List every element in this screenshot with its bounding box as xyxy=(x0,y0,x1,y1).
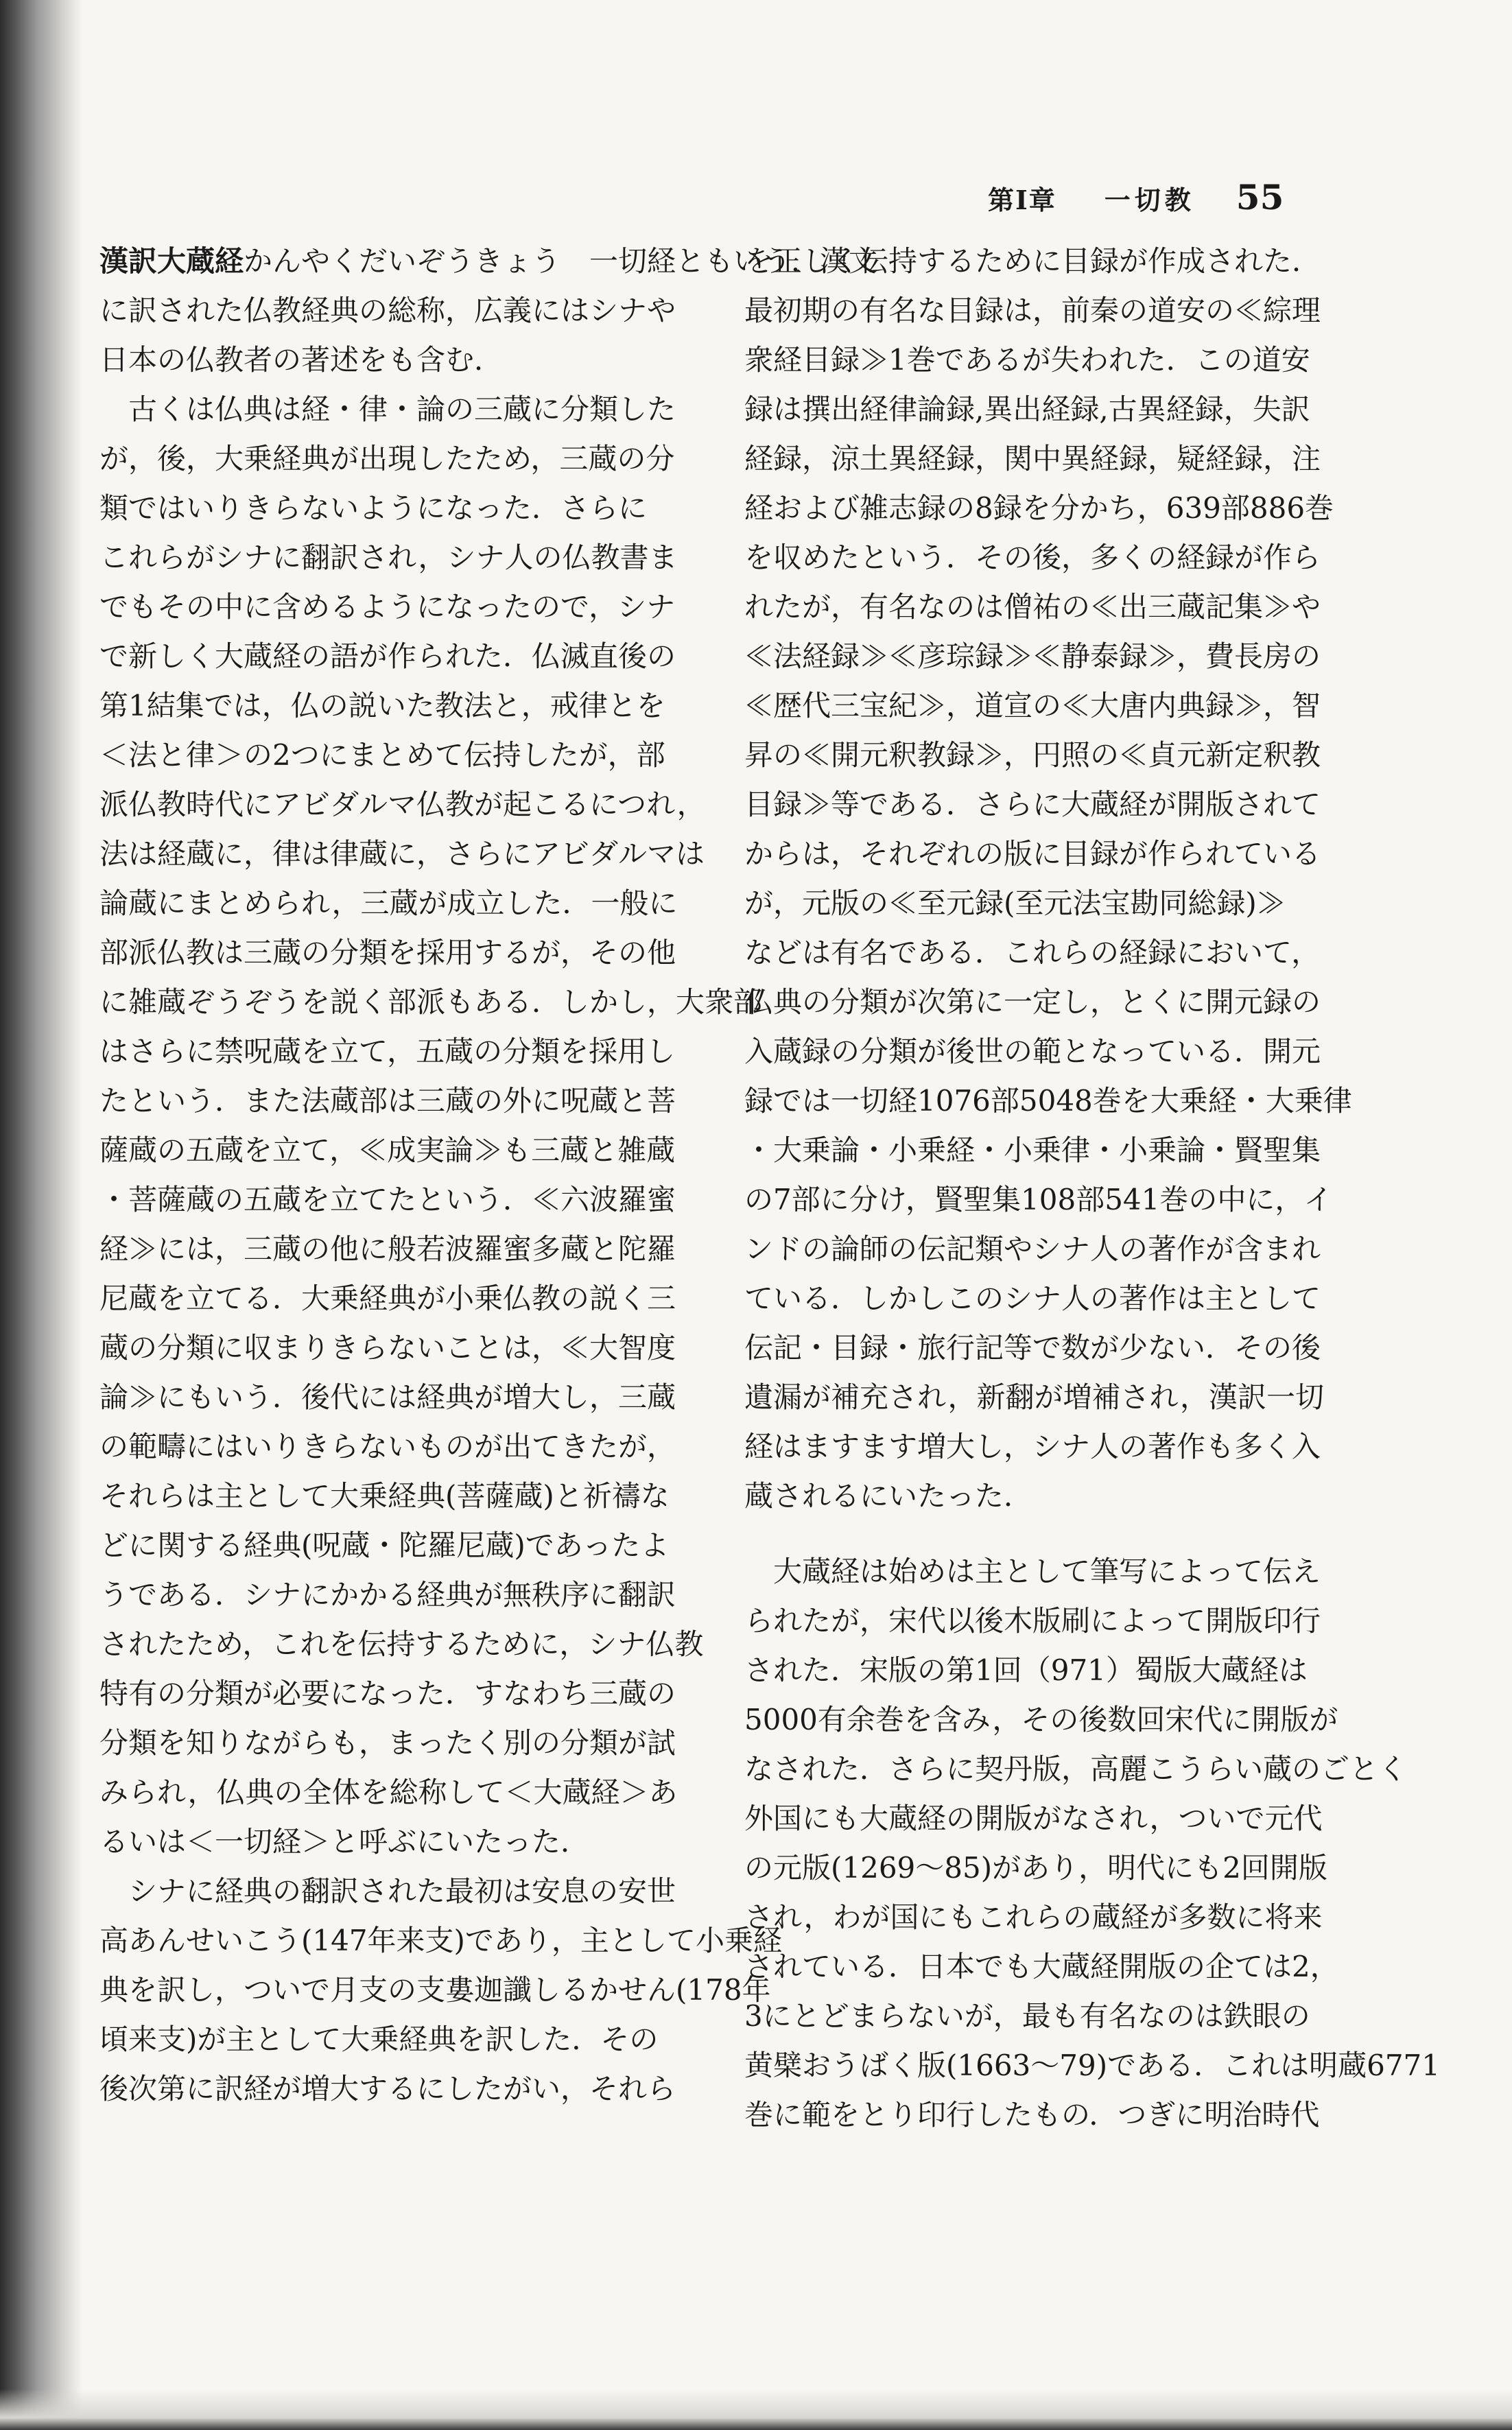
text-line: 漢訳大蔵経かんやくだいぞうきょう 一切経ともいう．漢文 xyxy=(99,244,878,278)
text-line: 仏典の分類が次第に一定し，とくに開元録の xyxy=(744,985,1321,1019)
text-line: 論蔵にまとめられ，三蔵が成立した．一般に xyxy=(99,886,678,920)
text-line: 法は経蔵に，律は律蔵に，さらにアビダルマは xyxy=(99,837,705,871)
text-line: 昇の≪開元釈教録≫，円照の≪貞元新定釈教 xyxy=(744,738,1321,772)
text-line: 入蔵録の分類が後世の範となっている．開元 xyxy=(744,1035,1321,1068)
text-line: 最初期の有名な目録は，前秦の道安の≪綜理 xyxy=(744,294,1321,327)
text-line: の範疇にはいりきらないものが出てきたが， xyxy=(99,1430,676,1463)
text-line: ている．しかしこのシナ人の著作は主として xyxy=(744,1282,1321,1315)
text-line: るいは＜一切経＞と呼ぶにいたった． xyxy=(99,1825,590,1859)
text-line: なされた．さらに契丹版，高麗こうらい蔵のごとく xyxy=(744,1752,1408,1786)
text-line: それらは主として大乗経典(菩薩蔵)と祈禱な xyxy=(99,1479,670,1513)
text-line: シナに経典の翻訳された最初は安息の安世 xyxy=(99,1874,676,1908)
text-line: 頃来支)が主として大乗経典を訳した．その xyxy=(99,2022,659,2056)
text-line: 経録，涼土異経録，関中異経録，疑経録，注 xyxy=(744,442,1321,475)
text-line: 経はますます増大し，シナ人の著作も多く入 xyxy=(744,1430,1321,1463)
text-line: 特有の分類が必要になった．すなわち三蔵の xyxy=(99,1677,676,1710)
running-header xyxy=(988,177,1345,225)
left-text-column xyxy=(99,237,878,2114)
text-line: 典を訳し，ついで月支の支婁迦讖しるかせん(178年 xyxy=(99,1973,771,2007)
text-line: の7部に分け，賢聖集108部541巻の中に，イ xyxy=(744,1183,1333,1216)
text-line: 論≫にもいう．後代には経典が増大し，三蔵 xyxy=(99,1380,676,1414)
text-line: ・大乗論・小乗経・小乗律・小乗論・賢聖集 xyxy=(744,1133,1321,1167)
section-label: 一切教 xyxy=(1104,185,1195,215)
text-line: 5000有余巻を含み，その後数回宋代に開版が xyxy=(744,1703,1338,1736)
text-line: 日本の仏教者の著述をも含む． xyxy=(99,343,504,377)
text-line: され，わが国にもこれらの蔵経が多数に将来 xyxy=(744,1900,1323,1934)
chapter-label: 第I章 xyxy=(988,185,1056,215)
text-line: 経≫には，三蔵の他に般若波羅蜜多蔵と陀羅 xyxy=(99,1232,676,1266)
text-line: が，元版の≪至元録(至元法宝勘同総録)≫ xyxy=(744,886,1286,920)
text-line: を収めたという．その後，多くの経録が作ら xyxy=(744,541,1321,574)
text-line: の元版(1269～85)があり，明代にも2回開版 xyxy=(744,1851,1327,1885)
text-line: からは，それぞれの版に目録が作られている xyxy=(744,837,1321,871)
text-line: でもその中に含めるようになったので，シナ xyxy=(99,590,676,624)
scan-edge-shadow xyxy=(0,0,82,2430)
right-text-column xyxy=(744,237,1440,2140)
text-line: ・菩薩蔵の五蔵を立てたという．≪六波羅蜜 xyxy=(99,1183,676,1216)
text-line: ＜法と律＞の2つにまとめて伝持したが，部 xyxy=(99,738,665,772)
text-line: みられ，仏典の全体を総称して＜大蔵経＞あ xyxy=(99,1776,678,1809)
text-line: 目録≫等である．さらに大蔵経が開版されて xyxy=(744,788,1321,821)
text-line: 部派仏教は三蔵の分類を採用するが，その他 xyxy=(99,936,676,969)
text-line: 蔵の分類に収まりきらないことは，≪大智度 xyxy=(99,1331,676,1365)
text-line: 派仏教時代にアビダルマ仏教が起こるにつれ， xyxy=(99,788,706,821)
text-line: に訳された仏教経典の総称，広義にはシナや xyxy=(99,294,676,327)
text-line: 類ではいりきらないようになった．さらに xyxy=(99,491,648,525)
text-line: 伝記・目録・旅行記等で数が少ない．その後 xyxy=(744,1331,1321,1365)
text-line: 第1結集では，仏の説いた教法と，戒律とを xyxy=(99,689,665,722)
text-line: 古くは仏典は経・律・論の三蔵に分類した xyxy=(99,392,676,426)
text-line: された．宋版の第1回（971）蜀版大蔵経は xyxy=(744,1653,1308,1687)
text-line: ≪法経録≫≪彦琮録≫≪静泰録≫，費長房の xyxy=(744,639,1321,673)
text-line: 大蔵経は始めは主として筆写によって伝え xyxy=(744,1555,1321,1588)
text-line: たという．また法蔵部は三蔵の外に呪蔵と菩 xyxy=(99,1084,676,1118)
text-line: 蔵されるにいたった． xyxy=(744,1479,1033,1513)
text-line: されている．日本でも大蔵経開版の企ては2， xyxy=(744,1950,1339,1983)
text-line: 尼蔵を立てる．大乗経典が小乗仏教の説く三 xyxy=(99,1282,676,1315)
page-number: 55 xyxy=(1236,177,1284,217)
text-line: れたが，有名なのは僧祐の≪出三蔵記集≫や xyxy=(744,590,1321,624)
text-line: されたため，これを伝持するために，シナ仏教 xyxy=(99,1627,704,1661)
text-line: が，後，大乗経典が出現したため，三蔵の分 xyxy=(99,442,675,475)
text-line: ≪歴代三宝紀≫，道宣の≪大唐内典録≫，智 xyxy=(744,689,1321,722)
text-line: られたが，宋代以後木版刷によって開版印行 xyxy=(744,1604,1321,1638)
text-line: これらがシナに翻訳され，シナ人の仏教書ま xyxy=(99,541,678,574)
text-line: 経および雑志録の8録を分かち，639部886巻 xyxy=(744,491,1334,525)
paragraph-gap xyxy=(744,1521,1341,1547)
text-line: に雑蔵ぞうぞうを説く部派もある．しかし，大衆部 xyxy=(99,985,763,1019)
text-line: 3にとどまらないが，最も有名なのは鉄眼の xyxy=(744,1999,1310,2033)
text-line: はさらに禁呪蔵を立て，五蔵の分類を採用し xyxy=(99,1035,676,1068)
text-line: 巻に範をとり印行したもの．つぎに明治時代 xyxy=(744,2098,1320,2132)
text-line: ンドの論師の伝記類やシナ人の著作が含まれ xyxy=(744,1232,1321,1266)
text-line: で新しく大蔵経の語が作られた．仏滅直後の xyxy=(99,639,676,673)
text-line: うである．シナにかかる経典が無秩序に翻訳 xyxy=(99,1578,676,1612)
text-line: 録では一切経1076部5048巻を大乗経・大乗律 xyxy=(744,1084,1352,1118)
text-line: 後次第に訳経が増大するにしたがい，それら xyxy=(99,2072,676,2105)
text-line: 高あんせいこう(147年来支)であり，主として小乗経 xyxy=(99,1924,782,1957)
text-line: 録は撰出経律論録,異出経録,古異経録，失訳 xyxy=(744,392,1310,426)
text-line: 遺漏が補充され，新翻が増補され，漢訳一切 xyxy=(744,1380,1325,1414)
text-line: などは有名である．これらの経録において， xyxy=(744,936,1321,969)
text-line: 黄檗おうばく版(1663～79)である．これは明蔵6771 xyxy=(744,2049,1440,2082)
text-line: を正しく伝持するために目録が作成された． xyxy=(744,244,1321,278)
text-line: 衆経目録≫1巻であるが失われた．この道安 xyxy=(744,343,1310,377)
text-line: 薩蔵の五蔵を立て，≪成実論≫も三蔵と雑蔵 xyxy=(99,1133,676,1167)
text-line: どに関する経典(呪蔵・陀羅尼蔵)であったよ xyxy=(99,1529,670,1562)
entry-headword: 漢訳大蔵経 xyxy=(99,244,244,278)
scan-bottom-edge xyxy=(0,2389,1512,2430)
text-line: 分類を知りながらも，まったく別の分類が試 xyxy=(99,1726,676,1760)
text-line: 外国にも大蔵経の開版がなされ，ついで元代 xyxy=(744,1802,1323,1835)
